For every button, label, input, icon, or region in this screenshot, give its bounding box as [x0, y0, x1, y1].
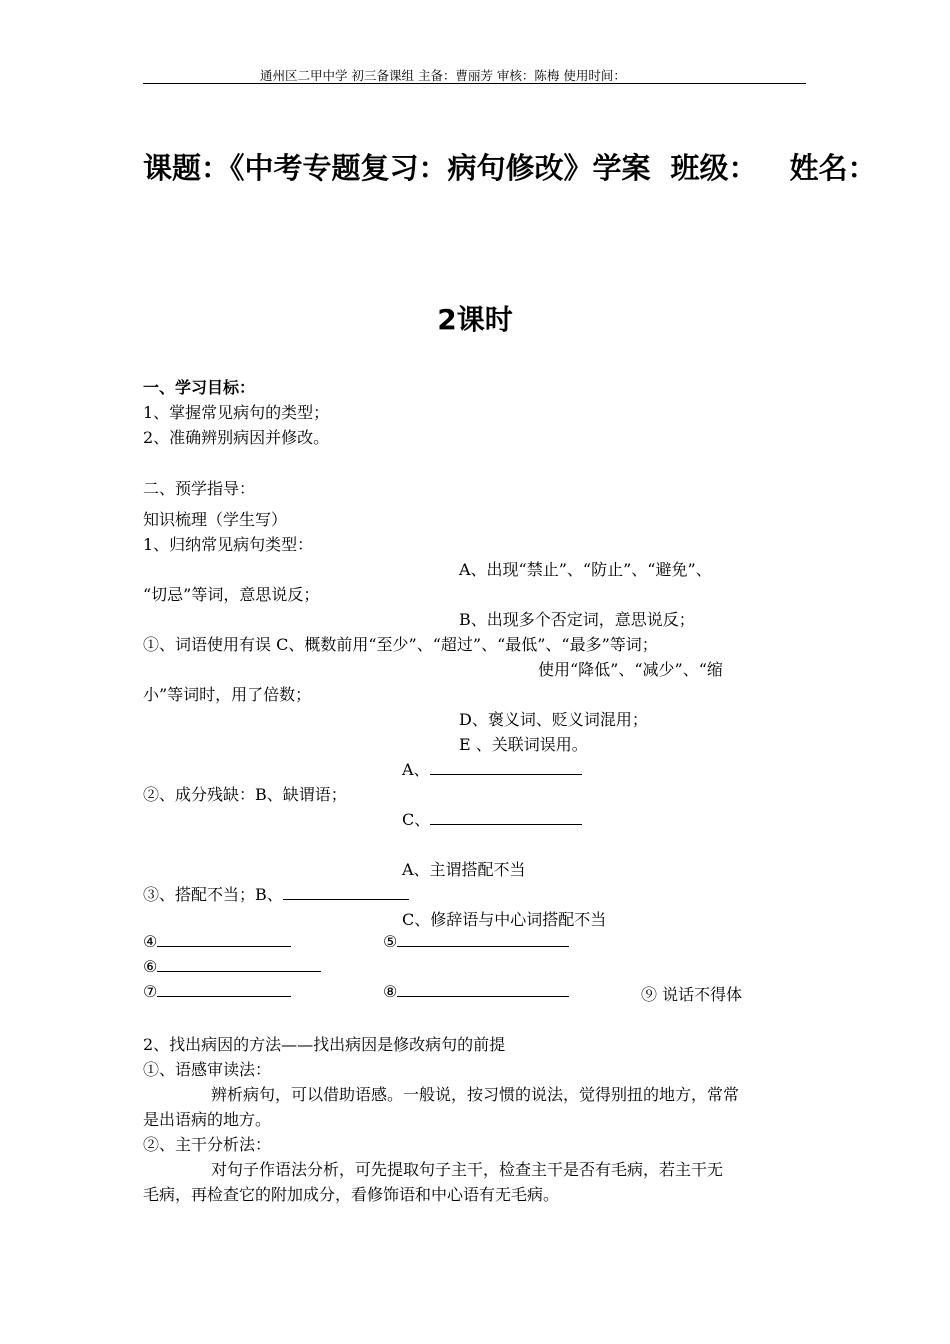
blank-5-row	[383, 932, 569, 951]
word-misuse-label: ①、词语使用有误	[143, 635, 272, 654]
missing-a: A、	[402, 760, 430, 779]
title-main: 课题：《中考专题复习：病句修改》学案	[143, 151, 651, 185]
item1-title: 1、归纳常见病句类型：	[143, 535, 314, 554]
blank-5-label: ⑤	[383, 932, 398, 951]
blank-4-line	[157, 932, 291, 947]
word-misuse-a-cont: “切忌”等词，意思说反；	[143, 585, 320, 604]
mismatch-label: ③、搭配不当；B、	[143, 885, 283, 904]
item-9: ⑨ 说话不得体	[641, 985, 743, 1004]
blank-5-line	[397, 932, 569, 947]
name-label: 姓名：	[789, 151, 877, 185]
missing-c: C、	[402, 810, 431, 829]
blank-8-row	[383, 982, 569, 1001]
word-misuse-c-cont2: 小”等词时，用了倍数；	[143, 685, 312, 704]
goal-item-1: 1、掌握常见病句的类型；	[143, 403, 330, 422]
method1-line1: 辨析病句，可以借助语感。一般说，按习惯的说法，觉得别扭的地方，常常	[211, 1085, 740, 1104]
blank-6-line	[157, 957, 321, 972]
blank-4-row	[143, 932, 291, 951]
blank-7-row	[143, 982, 291, 1001]
blank-6-row	[143, 957, 321, 976]
lesson-title	[143, 146, 877, 187]
method1-line2: 是出语病的地方。	[143, 1110, 272, 1129]
blank-7-label: ⑦	[143, 982, 158, 1001]
page-header: 通州区二甲中学 初三备课组 主备：曹丽芳 审核：陈梅 使用时间：	[260, 68, 626, 83]
missing-a-row	[402, 757, 582, 780]
method2-title: ②、主干分析法：	[143, 1135, 272, 1154]
blank-6-label: ⑥	[143, 957, 158, 976]
word-misuse-b: B、出现多个否定词，意思说反；	[459, 610, 695, 629]
word-misuse-c: C、概数前用“至少”、“超过”、“最低”、“最多”等词；	[276, 635, 658, 654]
blank-8-line	[397, 982, 569, 997]
word-misuse-d: D、褒义词、贬义词混用；	[459, 710, 648, 729]
section2-subheading: 知识梳理（学生写）	[143, 510, 288, 529]
missing-a-blank	[430, 760, 582, 775]
word-misuse-e: E 、关联词误用。	[459, 735, 588, 754]
mismatch-c: C、修辞语与中心词搭配不当	[402, 910, 607, 929]
mismatch-b-blank	[283, 885, 409, 900]
blank-4-label: ④	[143, 932, 158, 951]
mismatch-row	[143, 882, 409, 905]
method2-line2: 毛病，再检查它的附加成分，看修饰语和中心语有无毛病。	[143, 1185, 560, 1204]
missing-label: ②、成分残缺：B、缺谓语；	[143, 785, 347, 804]
word-misuse-c-cont1: 使用“降低”、“减少”、“缩	[538, 660, 723, 679]
header-divider	[143, 83, 806, 84]
missing-c-row	[402, 807, 582, 830]
lesson-duration: 2课时	[437, 303, 513, 336]
word-misuse-row	[143, 632, 658, 655]
blank-8-label: ⑧	[383, 982, 398, 1001]
section1-heading: 一、学习目标：	[143, 378, 256, 397]
section2-heading: 二、预学指导：	[143, 479, 256, 498]
method2-line1: 对句子作语法分析，可先提取句子主干，检查主干是否有毛病，若主干无	[211, 1160, 724, 1179]
class-label: 班级：	[670, 151, 758, 185]
mismatch-a: A、主谓搭配不当	[402, 860, 526, 879]
missing-c-blank	[430, 810, 582, 825]
blank-7-line	[157, 982, 291, 997]
item2-title: 2、找出病因的方法——找出病因是修改病句的前提	[143, 1035, 506, 1054]
method1-title: ①、语感审读法：	[143, 1060, 272, 1079]
goal-item-2: 2、准确辨别病因并修改。	[143, 428, 330, 447]
word-misuse-a: A、出现“禁止”、“防止”、“避免”、	[459, 560, 712, 579]
